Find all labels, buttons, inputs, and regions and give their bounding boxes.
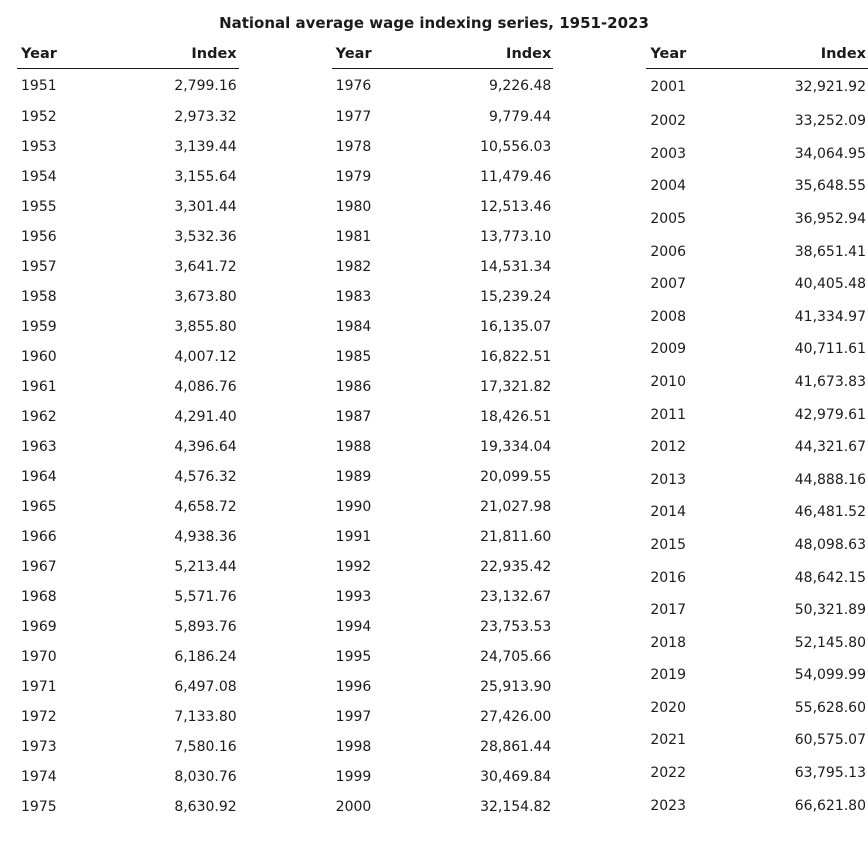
index-value-cell: 4,007.12 (174, 349, 237, 365)
index-value-cell: 30,469.84 (480, 769, 552, 785)
index-value-cell: 63,795.13 (794, 765, 867, 782)
table-header-row (646, 40, 868, 69)
year-cell: 1958 (21, 289, 57, 305)
table-row (17, 612, 239, 642)
year-cell: 1984 (335, 319, 372, 335)
table-row (332, 582, 554, 612)
index-value-cell: 7,580.16 (174, 739, 237, 755)
year-cell: 1991 (335, 529, 372, 545)
year-cell: 1953 (21, 139, 57, 155)
table-row (17, 522, 239, 552)
table-row (646, 69, 868, 105)
index-value-cell: 48,098.63 (794, 536, 867, 553)
table-row (646, 235, 868, 268)
year-cell: 2016 (650, 569, 686, 586)
index-value-cell: 4,938.36 (174, 529, 237, 545)
index-value-cell: 32,921.92 (794, 79, 867, 96)
table-row (17, 69, 239, 103)
year-cell: 1971 (21, 679, 57, 695)
index-value-cell: 3,673.80 (174, 289, 237, 305)
year-cell: 1983 (335, 289, 372, 305)
index-value-cell: 33,252.09 (794, 113, 867, 130)
year-cell: 1969 (21, 619, 57, 635)
index-value-cell: 27,426.00 (480, 709, 552, 725)
year-cell: 1989 (335, 469, 372, 485)
table-row (332, 222, 554, 252)
year-cell: 1972 (21, 709, 57, 725)
table-row (646, 626, 868, 659)
year-cell: 2005 (650, 210, 686, 227)
table-row (17, 702, 239, 732)
year-cell: 1982 (335, 259, 372, 275)
year-cell: 1999 (335, 769, 372, 785)
index-value-cell: 46,481.52 (794, 504, 867, 521)
table-row (332, 552, 554, 582)
table-row (646, 268, 868, 301)
table-row (17, 252, 239, 282)
index-value-cell: 6,186.24 (174, 649, 237, 665)
table-row (17, 342, 239, 372)
index-value-cell: 3,301.44 (174, 199, 237, 215)
year-cell: 2013 (650, 471, 686, 488)
table-row (332, 252, 554, 282)
index-value-cell: 48,642.15 (794, 569, 867, 586)
table-row (332, 762, 554, 792)
table-row (17, 582, 239, 612)
table-row (17, 402, 239, 432)
year-cell: 1954 (21, 169, 57, 185)
index-value-cell: 50,321.89 (794, 602, 867, 619)
table-row (17, 312, 239, 342)
table-row (17, 792, 239, 822)
index-value-cell: 5,213.44 (174, 559, 237, 575)
table-row (646, 757, 868, 790)
year-cell: 2021 (650, 732, 686, 749)
year-cell: 1951 (21, 78, 57, 94)
year-cell: 1957 (21, 259, 57, 275)
year-cell: 2011 (650, 406, 686, 423)
index-value-cell: 41,334.97 (794, 308, 867, 325)
table-row (332, 732, 554, 762)
year-cell: 1963 (21, 439, 57, 455)
year-cell: 2014 (650, 504, 686, 521)
year-cell: 1964 (21, 469, 57, 485)
index-value-cell: 24,705.66 (480, 649, 552, 665)
year-cell: 1959 (21, 319, 57, 335)
table-row (646, 659, 868, 692)
index-value-cell: 4,396.64 (174, 439, 237, 455)
table-row (646, 561, 868, 594)
index-column-header: Index (447, 40, 553, 69)
table-row (332, 102, 554, 132)
year-cell: 2004 (650, 178, 686, 195)
table-row (332, 612, 554, 642)
index-value-cell: 23,753.53 (480, 619, 552, 635)
index-value-cell: 23,132.67 (480, 589, 552, 605)
index-value-cell: 55,628.60 (794, 699, 867, 716)
index-value-cell: 40,711.61 (794, 341, 867, 358)
year-cell: 2010 (650, 373, 686, 390)
index-value-cell: 14,531.34 (480, 259, 552, 275)
index-value-cell: 21,811.60 (480, 529, 552, 545)
year-cell: 1981 (335, 229, 372, 245)
table-row (646, 333, 868, 366)
table-row (332, 522, 554, 552)
index-value-cell: 3,155.64 (174, 169, 237, 185)
index-value-cell: 25,913.90 (480, 679, 552, 695)
index-value-cell: 13,773.10 (480, 229, 552, 245)
index-value-cell: 4,576.32 (174, 469, 237, 485)
index-value-cell: 4,086.76 (174, 379, 237, 395)
index-value-cell: 4,291.40 (174, 409, 237, 425)
year-cell: 1965 (21, 499, 57, 515)
table-row (646, 398, 868, 431)
index-value-cell: 15,239.24 (480, 289, 552, 305)
table-row (17, 222, 239, 252)
year-cell: 1973 (21, 739, 57, 755)
table-row (332, 342, 554, 372)
table-row (17, 492, 239, 522)
index-value-cell: 21,027.98 (480, 499, 552, 515)
year-cell: 1980 (335, 199, 372, 215)
year-cell: 2007 (650, 276, 686, 293)
index-value-cell: 2,799.16 (174, 78, 237, 94)
year-cell: 2000 (335, 799, 372, 815)
index-value-cell: 3,855.80 (174, 319, 237, 335)
table-row (17, 762, 239, 792)
table-row (646, 463, 868, 496)
table-row (332, 702, 554, 732)
table-row (17, 192, 239, 222)
table-row (332, 282, 554, 312)
table-row (332, 312, 554, 342)
year-cell: 2006 (650, 243, 686, 260)
year-cell: 1966 (21, 529, 57, 545)
table-row (332, 372, 554, 402)
year-cell: 1956 (21, 229, 57, 245)
wage-index-tables (17, 40, 868, 822)
wage-index-table-3 (646, 40, 868, 822)
table-row (646, 496, 868, 529)
index-value-cell: 60,575.07 (794, 732, 867, 749)
year-cell: 1988 (335, 439, 372, 455)
table-row (17, 642, 239, 672)
table-row (646, 203, 868, 236)
year-cell: 2002 (650, 113, 686, 130)
year-cell: 1955 (21, 199, 57, 215)
table-row (646, 170, 868, 203)
index-value-cell: 5,893.76 (174, 619, 237, 635)
year-cell: 2009 (650, 341, 686, 358)
year-cell: 1998 (335, 739, 372, 755)
year-cell: 1995 (335, 649, 372, 665)
index-value-cell: 9,226.48 (489, 78, 552, 94)
year-cell: 1967 (21, 559, 57, 575)
table-row (332, 69, 554, 103)
year-column-header: Year (332, 40, 448, 69)
table-row (17, 162, 239, 192)
table-row (17, 372, 239, 402)
year-cell: 2023 (650, 797, 686, 814)
year-cell: 2018 (650, 634, 686, 651)
table-row (332, 672, 554, 702)
table-row (332, 432, 554, 462)
table-row (17, 132, 239, 162)
index-value-cell: 35,648.55 (794, 178, 867, 195)
year-cell: 2012 (650, 439, 686, 456)
year-column-header: Year (646, 40, 762, 69)
table-row (646, 724, 868, 757)
index-value-cell: 66,621.80 (794, 797, 867, 814)
year-cell: 1993 (335, 589, 372, 605)
table-row (332, 132, 554, 162)
year-cell: 1975 (21, 799, 57, 815)
index-value-cell: 44,888.16 (794, 471, 867, 488)
year-cell: 2008 (650, 308, 686, 325)
index-value-cell: 52,145.80 (794, 634, 867, 651)
index-value-cell: 44,321.67 (794, 439, 867, 456)
wage-index-table-2 (332, 40, 554, 822)
table-row (17, 732, 239, 762)
year-cell: 1997 (335, 709, 372, 725)
table-row (17, 432, 239, 462)
index-value-cell: 11,479.46 (480, 169, 552, 185)
table-row (646, 137, 868, 170)
index-value-cell: 28,861.44 (480, 739, 552, 755)
table-header-row (17, 40, 239, 69)
table-row (646, 431, 868, 464)
index-value-cell: 6,497.08 (174, 679, 237, 695)
index-value-cell: 16,822.51 (480, 349, 552, 365)
table-row (17, 552, 239, 582)
year-cell: 2020 (650, 699, 686, 716)
table-row (332, 402, 554, 432)
table-row (17, 102, 239, 132)
year-cell: 2022 (650, 765, 686, 782)
table-row (646, 529, 868, 562)
index-value-cell: 41,673.83 (794, 373, 867, 390)
index-value-cell: 22,935.42 (480, 559, 552, 575)
table-row (17, 282, 239, 312)
table-header-row (332, 40, 554, 69)
year-cell: 1986 (335, 379, 372, 395)
year-cell: 1970 (21, 649, 57, 665)
index-value-cell: 40,405.48 (794, 276, 867, 293)
table-row (332, 462, 554, 492)
index-value-cell: 3,139.44 (174, 139, 237, 155)
table-row (332, 162, 554, 192)
index-value-cell: 19,334.04 (480, 439, 552, 455)
year-cell: 1987 (335, 409, 372, 425)
table-row (646, 692, 868, 725)
index-value-cell: 7,133.80 (174, 709, 237, 725)
index-value-cell: 18,426.51 (480, 409, 552, 425)
year-cell: 1978 (335, 139, 372, 155)
year-cell: 2015 (650, 536, 686, 553)
page-title: National average wage indexing series, 1951-2023 (219, 14, 649, 32)
table-row (17, 672, 239, 702)
index-value-cell: 20,099.55 (480, 469, 552, 485)
index-value-cell: 36,952.94 (794, 210, 867, 227)
year-cell: 1996 (335, 679, 372, 695)
index-value-cell: 10,556.03 (480, 139, 552, 155)
table-row (646, 105, 868, 138)
year-cell: 2017 (650, 602, 686, 619)
table-row (646, 366, 868, 399)
year-cell: 1968 (21, 589, 57, 605)
index-value-cell: 38,651.41 (794, 243, 867, 260)
year-cell: 1992 (335, 559, 372, 575)
year-cell: 2003 (650, 145, 686, 162)
year-cell: 2019 (650, 667, 686, 684)
year-cell: 1979 (335, 169, 372, 185)
table-row (332, 192, 554, 222)
year-cell: 1976 (335, 78, 372, 94)
index-value-cell: 5,571.76 (174, 589, 237, 605)
year-cell: 1985 (335, 349, 372, 365)
table-row (17, 462, 239, 492)
index-value-cell: 8,630.92 (174, 799, 237, 815)
table-row (332, 792, 554, 822)
index-value-cell: 3,641.72 (174, 259, 237, 275)
index-value-cell: 3,532.36 (174, 229, 237, 245)
index-value-cell: 17,321.82 (480, 379, 552, 395)
table-row (646, 300, 868, 333)
index-value-cell: 34,064.95 (794, 145, 867, 162)
index-value-cell: 16,135.07 (480, 319, 552, 335)
index-value-cell: 8,030.76 (174, 769, 237, 785)
index-value-cell: 4,658.72 (174, 499, 237, 515)
year-cell: 1977 (335, 109, 372, 125)
year-cell: 2001 (650, 79, 686, 96)
year-column-header: Year (17, 40, 133, 69)
index-column-header: Index (762, 40, 868, 69)
wage-index-table-1 (17, 40, 239, 822)
year-cell: 1994 (335, 619, 372, 635)
year-cell: 1960 (21, 349, 57, 365)
index-value-cell: 42,979.61 (794, 406, 867, 423)
year-cell: 1952 (21, 109, 57, 125)
table-row (646, 789, 868, 822)
index-value-cell: 32,154.82 (480, 799, 552, 815)
index-column-header: Index (133, 40, 239, 69)
table-row (332, 642, 554, 672)
table-row (646, 594, 868, 627)
table-row (332, 492, 554, 522)
year-cell: 1974 (21, 769, 57, 785)
year-cell: 1990 (335, 499, 372, 515)
year-cell: 1962 (21, 409, 57, 425)
index-value-cell: 9,779.44 (489, 109, 552, 125)
index-value-cell: 54,099.99 (794, 667, 867, 684)
index-value-cell: 2,973.32 (174, 109, 237, 125)
year-cell: 1961 (21, 379, 57, 395)
index-value-cell: 12,513.46 (480, 199, 552, 215)
